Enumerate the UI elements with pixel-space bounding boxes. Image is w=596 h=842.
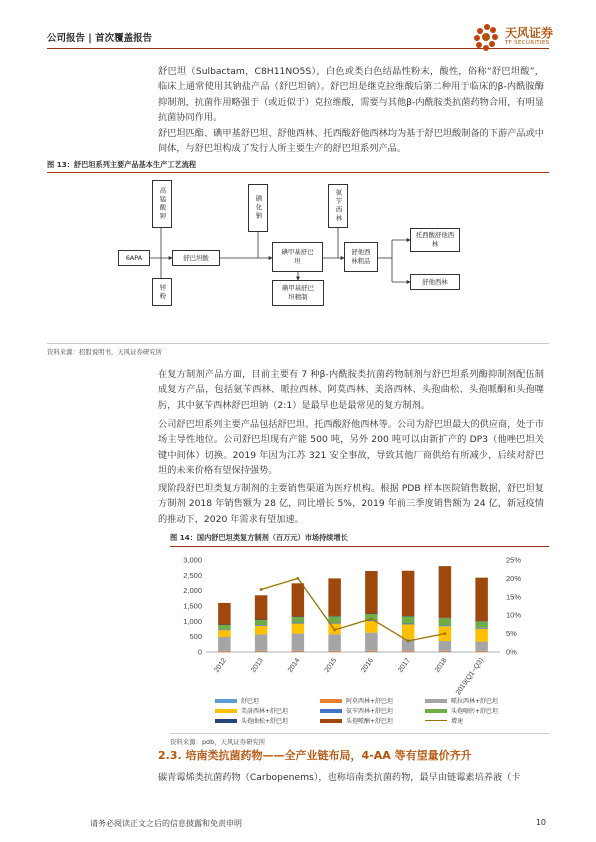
bar-segment <box>292 651 304 652</box>
growth-point <box>407 640 410 643</box>
legend-item <box>320 696 393 705</box>
node-iodomethyl-sulbactam: 碘甲基舒巴坦 <box>272 242 323 272</box>
bar-segment <box>292 617 304 623</box>
bar-segment <box>439 625 451 626</box>
x-tick-label: 2014 <box>286 657 302 674</box>
figure-14-bottom-divider <box>170 733 549 734</box>
market-bar-chart <box>170 552 546 702</box>
growth-point <box>443 632 446 635</box>
bar-segment <box>365 621 377 633</box>
figure-14-source: 资料来源：pdb，天风证券研究所 <box>170 738 266 746</box>
y2-tick-label: 15% <box>506 592 522 602</box>
paragraph-3: 在复方制剂产品方面，目前主要有 7 种β-内酰胺类抗菌药物制剂与舒巴坦系列酶抑制剂配伍制成复方产品，包括氨苄西林、哌拉西林、阿莫西林、美洛西林、头孢曲松、头孢哌酮和头孢噻肟，其中氨苄西林舒巴坦钠（2:1）是最早也是最常见的复方制剂。 <box>158 369 544 411</box>
bar-segment <box>439 618 451 625</box>
bar-segment <box>328 634 340 651</box>
legend-label: 阿莫西林+舒巴坦 <box>346 698 394 705</box>
figure-13-title: 图 13：舒巴坦系列主要产品基本生产工艺流程 <box>47 160 197 169</box>
legend-label: 氨苄西林+舒巴坦 <box>346 708 394 715</box>
page-number: 10 <box>535 818 546 827</box>
y-tick-label: 3,000 <box>183 555 202 565</box>
bar-segment <box>255 635 267 651</box>
y2-tick-label: 20% <box>506 573 522 583</box>
legend-label: 美洛西林+舒巴坦 <box>241 708 289 715</box>
node-sultamicillin: 舒他西林 <box>410 274 460 290</box>
bar-segment <box>218 651 230 652</box>
growth-point <box>296 577 299 580</box>
bar-segment <box>218 625 230 630</box>
legend-swatch <box>425 709 447 713</box>
legend-item <box>215 696 259 705</box>
bar-segment <box>292 583 304 616</box>
section-heading: 2.3. 培南类抗菌药物——全产业链布局，4-AA 等有望量价齐升 <box>158 749 472 762</box>
legend-item <box>320 706 393 715</box>
bar-segment <box>439 566 451 618</box>
growth-point <box>370 617 373 620</box>
figure-14-divider <box>170 546 549 547</box>
legend-swatch <box>320 709 342 713</box>
bar-segment <box>292 623 304 633</box>
x-tick-label: 2013 <box>250 657 265 674</box>
bar-segment <box>475 578 487 622</box>
legend-label: 增速 <box>451 718 464 725</box>
bar-segment <box>402 651 414 652</box>
figure-13-bottom-divider <box>47 343 549 344</box>
bar-segment <box>255 651 267 652</box>
growth-line <box>261 578 445 641</box>
figure-13-source: 资料来源：招股说明书，天风证券研究所 <box>47 348 163 356</box>
bar-segment <box>218 630 230 631</box>
y2-tick-label: 10% <box>506 610 522 620</box>
logo-english: TF SECURITIES <box>505 40 550 46</box>
figure-14-title: 图 14：国内舒巴坦类复方制剂（百万元）市场持续增长 <box>170 533 348 542</box>
legend-swatch <box>215 719 237 723</box>
node-6apa: 6APA <box>118 250 150 266</box>
node-kmno4: 高锰酸钾 <box>152 180 172 228</box>
y-tick-label: 1,000 <box>183 616 202 626</box>
bar-segment <box>255 620 267 625</box>
y-tick-label: 500 <box>189 632 202 642</box>
legend-item <box>425 706 498 715</box>
bar-segment <box>365 571 377 613</box>
y-tick-label: 2,500 <box>183 570 202 580</box>
bar-segment <box>328 616 340 622</box>
legend-item <box>425 696 498 705</box>
bar-segment <box>218 637 230 651</box>
node-iodomethyl-refined: 碘甲基舒巴坦精制 <box>272 280 324 306</box>
legend-swatch <box>425 699 447 703</box>
node-sodium-iodide: 碘化钠 <box>248 184 268 232</box>
paragraph-5: 现阶段舒巴坦类复方制剂的主要销售渠道为医疗机构。根据 PDB 样本医院销售数据，舒巴坦复方制剂 2018 年销售额为 28 亿，同比增长 5%，2019 年前三季度销售额为 24 亿，新冠疫情的推动下，2020 年需求有望加速。 <box>158 483 544 525</box>
paragraph-4: 公司舒巴坦系列主要产品包括舒巴坦、托西酸舒他西林等。公司为舒巴坦最大的供应商，处于市场主导性地位。公司舒巴坦现有产能 500 吨，另外 200 吨可以由新扩产的 DP3（他唑巴坦关键中间体）切换。2019 年因为江苏 321 安全事故，导致其他厂商供给有所减少，后续对舒巴坦的未来价格有望保持强势。 <box>158 419 544 477</box>
growth-point <box>333 629 336 632</box>
legend-item <box>215 716 288 725</box>
bar-segment <box>439 651 451 652</box>
legend-swatch <box>215 709 237 713</box>
bar-segment <box>439 641 451 651</box>
bar-segment <box>328 651 340 652</box>
bar-segment <box>218 603 230 625</box>
report-header: 公司报告 | 首次覆盖报告 <box>47 33 153 44</box>
node-sulbactam-acid: 舒巴坦酸 <box>172 250 220 266</box>
x-tick-label: 2018 <box>433 657 449 674</box>
bar-segment <box>402 571 414 616</box>
paragraph-1: 舒巴坦（Sulbactam，C8H11NO5S），白色或类白色结晶性粉末，酸性，俗称“舒巴坦酸”，临床上通常使用其钠盐产品（舒巴坦钠）。舒巴坦是继克拉维酸后第二种用于临床的β-内酰胺酶抑制剂，抗菌作用略强于（或近似于）克拉维酸，需要与其他β-内酰胺类抗菌药物合用，有明显抗菌协同作用。 <box>158 66 544 124</box>
legend-label: 头孢曲松+舒巴坦 <box>241 718 289 725</box>
bar-segment <box>292 634 304 651</box>
y2-tick-label: 25% <box>506 555 522 565</box>
x-tick-label: 2012 <box>213 657 229 674</box>
legend-swatch <box>320 699 342 703</box>
y2-tick-label: 5% <box>506 629 517 639</box>
bar-segment <box>475 651 487 652</box>
paragraph-6: 碳青霉烯类抗菌药物（Carbopenems），也称培南类抗菌药物，最早由链霉素培养液（卡 <box>158 772 521 783</box>
node-sultamicillin-crude: 舒他西林粗品 <box>344 242 378 272</box>
bar-segment <box>402 624 414 639</box>
legend-label: 舒巴坦 <box>241 698 260 705</box>
legend-label: 头孢哌酮+舒巴坦 <box>346 718 394 725</box>
bar-segment <box>475 642 487 651</box>
bar-segment <box>255 625 267 626</box>
bar-segment <box>255 595 267 619</box>
bar-segment <box>218 630 230 637</box>
legend-swatch <box>320 719 342 723</box>
bar-segment <box>402 616 414 623</box>
bar-segment <box>365 633 377 651</box>
y-tick-label: 2,000 <box>183 586 202 596</box>
legend-label: 哌拉西林+舒巴坦 <box>451 698 499 705</box>
node-sultamicillin-tosylate: 托西酸舒他西林 <box>410 228 460 252</box>
chart-legend <box>215 696 515 728</box>
bar-segment <box>255 626 267 635</box>
legend-item <box>425 716 463 725</box>
bar-segment <box>292 623 304 624</box>
y2-tick-label: 0% <box>506 647 517 657</box>
bar-segment <box>402 623 414 624</box>
legend-swatch <box>215 699 237 703</box>
y-tick-label: 0 <box>197 647 202 657</box>
growth-point <box>260 588 263 591</box>
legend-item <box>320 716 393 725</box>
bar-segment <box>475 628 487 629</box>
bar-segment <box>365 651 377 652</box>
footer-disclaimer: 请务必阅读正文之后的信息披露和免责申明 <box>90 819 242 828</box>
paragraph-2: 舒巴坦匹酯、碘甲基舒巴坦、舒他西林、托西酸舒他西林均为基于舒巴坦酸制备的下游产品或中间体，与舒巴坦构成了发行人所主要生产的舒巴坦系列产品。 <box>158 128 544 155</box>
bar-segment <box>475 629 487 642</box>
x-tick-label: 2017 <box>397 657 412 674</box>
legend-item <box>215 706 288 715</box>
x-tick-label: 2016 <box>360 657 376 674</box>
bar-segment <box>475 622 487 628</box>
y-tick-label: 1,500 <box>183 601 202 611</box>
x-tick-label: 2019(Q1~Q3) <box>454 657 486 697</box>
bar-segment <box>328 578 340 616</box>
logo-name: 天风证券 <box>505 26 554 40</box>
node-ampicillin: 氨苄西林 <box>328 184 348 228</box>
legend-label: 头孢噻肟+舒巴坦 <box>451 708 499 715</box>
node-zinc: 锌粉 <box>152 278 172 306</box>
legend-swatch <box>425 720 447 721</box>
x-tick-label: 2015 <box>323 657 339 674</box>
